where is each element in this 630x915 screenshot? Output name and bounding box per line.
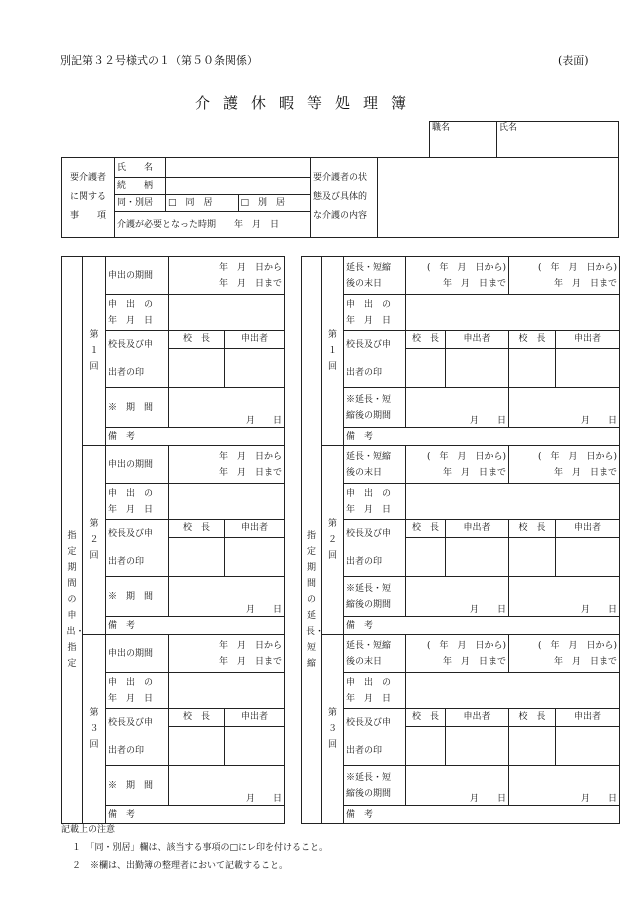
- period-label: 申出の期間: [106, 446, 169, 484]
- apply-date-field[interactable]: [169, 484, 285, 520]
- apply-date-field[interactable]: [169, 673, 285, 709]
- applicant-seal-field[interactable]: [446, 348, 509, 387]
- cohabit-separate-checkbox[interactable]: □ 別 居: [238, 195, 311, 212]
- applicant-seal-field[interactable]: [446, 726, 509, 765]
- ext-end-label: 延長・短縮 後の末日: [344, 257, 406, 295]
- ext-end-field-b[interactable]: ( 年 月 日から) 年 月 日まで: [509, 257, 620, 295]
- principal-seal-field[interactable]: [169, 348, 225, 387]
- staff-info-table: [429, 121, 619, 158]
- kikan-field-b[interactable]: 月 日: [509, 766, 620, 806]
- kikan-field-b[interactable]: 月 日: [509, 388, 620, 428]
- kikan-field[interactable]: 月 日: [169, 388, 285, 428]
- cared-name-label: 氏 名: [115, 158, 166, 178]
- page-side-label: (表面): [558, 54, 589, 67]
- right-round-3: 第３回: [322, 635, 344, 824]
- kikan-field[interactable]: 月 日: [169, 577, 285, 617]
- applicant-label: 申出者: [556, 520, 620, 538]
- apply-date-label: 申 出 の 年 月 日: [344, 673, 406, 709]
- ext-end-field-b[interactable]: ( 年 月 日から) 年 月 日まで: [509, 446, 620, 484]
- left-round-2: 第２回: [83, 446, 106, 635]
- position-label: 職名: [432, 123, 451, 133]
- care-start-label: 介護が必要となった時期: [117, 219, 217, 230]
- extension-table: [301, 256, 620, 824]
- extension-section-label: 指定期間の延長・短縮: [302, 257, 322, 824]
- care-status-heading: 要介護者の状 態及び具体的 な介護の内容: [311, 158, 378, 238]
- applicant-seal-field[interactable]: [556, 726, 620, 765]
- applicant-seal-field[interactable]: [225, 537, 285, 576]
- name-label: 氏名: [499, 123, 518, 133]
- applicant-seal-field[interactable]: [225, 726, 285, 765]
- care-start-row[interactable]: [115, 212, 311, 238]
- period-label: 申出の期間: [106, 257, 169, 295]
- remarks-row[interactable]: 備 考: [106, 617, 285, 635]
- seal-label: 校長及び申 出者の印: [106, 520, 169, 577]
- principal-seal-field[interactable]: [169, 726, 225, 765]
- note-item-1: １ 「同・別居」欄は、該当する事項の□にレ印を付けること。: [72, 843, 329, 853]
- applicant-seal-field[interactable]: [446, 537, 509, 576]
- principal-seal-field[interactable]: [406, 726, 446, 765]
- kikan-label: ※ 期 間: [106, 388, 169, 428]
- ext-end-field-a[interactable]: ( 年 月 日から) 年 月 日まで: [406, 257, 509, 295]
- notes-title: 記載上の注意: [61, 825, 116, 835]
- left-round-3: 第３回: [83, 635, 106, 824]
- remarks-row[interactable]: 備 考: [106, 806, 285, 824]
- seal-label: 校長及び申 出者の印: [344, 520, 406, 577]
- kikan-label: ※ 期 間: [106, 577, 169, 617]
- kikan-field-b[interactable]: 月 日: [509, 577, 620, 617]
- kikan-label: ※延長・短 縮後の期間: [344, 766, 406, 806]
- relation-label: 続 柄: [115, 178, 166, 195]
- ext-end-label: 延長・短縮 後の末日: [344, 635, 406, 673]
- principal-label: 校 長: [509, 520, 556, 538]
- cared-name-field[interactable]: [166, 158, 311, 178]
- form-reference: 別記第３２号様式の１（第５０条関係）: [60, 54, 258, 67]
- relation-field[interactable]: [166, 178, 311, 195]
- kikan-field-a[interactable]: 月 日: [406, 766, 509, 806]
- left-round-1: 第１回: [83, 257, 106, 446]
- apply-date-field[interactable]: [406, 484, 620, 520]
- care-status-field[interactable]: [378, 158, 619, 238]
- apply-date-field[interactable]: [406, 295, 620, 331]
- principal-label: 校 長: [169, 331, 225, 349]
- seal-label: 校長及び申 出者の印: [106, 709, 169, 766]
- applicant-label: 申出者: [556, 709, 620, 727]
- apply-date-field[interactable]: [169, 295, 285, 331]
- apply-date-label: 申 出 の 年 月 日: [106, 673, 169, 709]
- kikan-label: ※延長・短 縮後の期間: [344, 577, 406, 617]
- principal-label: 校 長: [509, 709, 556, 727]
- cohabit-label: 同・別居: [115, 195, 166, 212]
- applicant-seal-field[interactable]: [225, 348, 285, 387]
- cohabit-same-checkbox[interactable]: □ 同 居: [166, 195, 239, 212]
- ext-end-field-a[interactable]: ( 年 月 日から) 年 月 日まで: [406, 446, 509, 484]
- principal-label: 校 長: [406, 520, 446, 538]
- applicant-label: 申出者: [225, 331, 285, 349]
- applicant-label: 申出者: [225, 709, 285, 727]
- apply-date-field[interactable]: [406, 673, 620, 709]
- applicant-seal-field[interactable]: [556, 537, 620, 576]
- applicant-label: 申出者: [556, 331, 620, 349]
- period-field[interactable]: 年 月 日から 年 月 日まで: [169, 635, 285, 673]
- note-item-2: ２ ※欄は、出勤簿の整理者において記載すること。: [72, 861, 289, 871]
- principal-seal-field[interactable]: [509, 537, 556, 576]
- remarks-row[interactable]: 備 考: [344, 428, 620, 446]
- apply-date-label: 申 出 の 年 月 日: [106, 484, 169, 520]
- apply-date-label: 申 出 の 年 月 日: [344, 484, 406, 520]
- care-subject-table: [61, 157, 619, 238]
- seal-label: 校長及び申 出者の印: [106, 331, 169, 388]
- designation-section-label: 指定期間の申出・指定: [62, 257, 83, 824]
- seal-label: 校長及び申 出者の印: [344, 331, 406, 388]
- period-field[interactable]: 年 月 日から 年 月 日まで: [169, 446, 285, 484]
- kikan-field[interactable]: 月 日: [169, 766, 285, 806]
- principal-label: 校 長: [509, 331, 556, 349]
- apply-date-label: 申 出 の 年 月 日: [344, 295, 406, 331]
- period-label: 申出の期間: [106, 635, 169, 673]
- ext-end-field-a[interactable]: ( 年 月 日から) 年 月 日まで: [406, 635, 509, 673]
- remarks-row[interactable]: 備 考: [344, 617, 620, 635]
- principal-label: 校 長: [406, 709, 446, 727]
- principal-label: 校 長: [169, 520, 225, 538]
- applicant-seal-field[interactable]: [556, 348, 620, 387]
- remarks-row[interactable]: 備 考: [344, 806, 620, 824]
- principal-seal-field[interactable]: [509, 348, 556, 387]
- principal-seal-field[interactable]: [406, 348, 446, 387]
- principal-seal-field[interactable]: [406, 537, 446, 576]
- ext-end-field-b[interactable]: ( 年 月 日から) 年 月 日まで: [509, 635, 620, 673]
- applicant-label: 申出者: [446, 331, 509, 349]
- document-title: 介護休暇等処理簿: [195, 94, 420, 112]
- principal-label: 校 長: [169, 709, 225, 727]
- right-round-2: 第２回: [322, 446, 344, 635]
- principal-label: 校 長: [406, 331, 446, 349]
- kikan-label: ※ 期 間: [106, 766, 169, 806]
- kikan-field-a[interactable]: 月 日: [406, 577, 509, 617]
- period-field[interactable]: 年 月 日から 年 月 日まで: [169, 257, 285, 295]
- seal-label: 校長及び申 出者の印: [344, 709, 406, 766]
- kikan-label: ※延長・短 縮後の期間: [344, 388, 406, 428]
- right-round-1: 第１回: [322, 257, 344, 446]
- designation-table: [61, 256, 285, 824]
- applicant-label: 申出者: [446, 709, 509, 727]
- care-start-date: 年 月 日: [234, 219, 280, 230]
- ext-end-label: 延長・短縮 後の末日: [344, 446, 406, 484]
- position-field[interactable]: [430, 122, 497, 158]
- remarks-row[interactable]: 備 考: [106, 428, 285, 446]
- care-subject-heading: 要介護者 に関する 事 項: [62, 158, 115, 238]
- applicant-label: 申出者: [446, 520, 509, 538]
- principal-seal-field[interactable]: [509, 726, 556, 765]
- kikan-field-a[interactable]: 月 日: [406, 388, 509, 428]
- applicant-label: 申出者: [225, 520, 285, 538]
- principal-seal-field[interactable]: [169, 537, 225, 576]
- name-field[interactable]: [497, 122, 619, 158]
- apply-date-label: 申 出 の 年 月 日: [106, 295, 169, 331]
